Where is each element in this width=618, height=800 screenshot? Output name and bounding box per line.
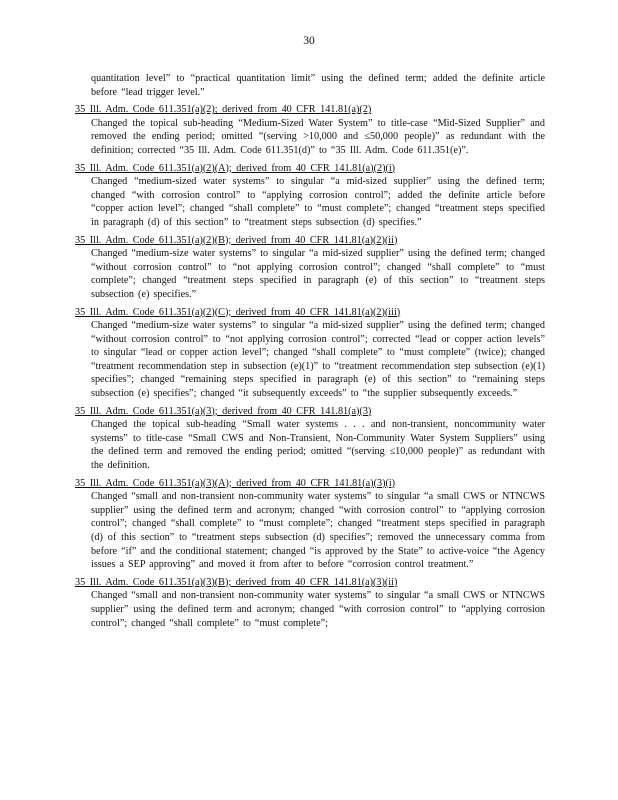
entry-description: Changed “medium-size water systems” to singular “a mid-sized supplier” using the defined term; changed “without corrosion control” to “not applying corrosion control”; corrected “lead or copper action levels” to singular “lead or copper action level”; changed “shall complete” to “must complete” (twice); changed “treatment recommendation step in subsection (e)(1)” to “treatment recommendation step subsection (e)(1) specifies”; changed “remaining steps specified in paragraph (e) of this section” to “remaining steps subsection (e) specifies”; changed “it subsequently exceeds” to “the supplier subsequently exceeds.” [91,320,545,400]
entry [75,477,545,572]
continued-paragraph: quantitation level” to “practical quantitation limit” using the defined term; added the definite article before “lead trigger level.” [91,73,545,98]
entry [75,234,545,302]
entry [75,162,545,230]
entry [75,306,545,401]
entry-citation: 35 Ill. Adm. Code 611.351(a)(2)(B); derived from 40 CFR 141.81(a)(2)(ii) [75,234,398,246]
entry-citation: 35 Ill. Adm. Code 611.351(a)(3)(B); derived from 40 CFR 141.81(a)(3)(ii) [75,576,398,588]
entry-description: Changed “small and non-transient non-community water systems” to singular “a small CWS or NTNCWS supplier” using the defined term and acronym; changed “with corrosion control” to “applying corrosion control”; changed “shall complete” to “must complete”; [91,590,545,629]
entry-citation: 35 Ill. Adm. Code 611.351(a)(2)(A); derived from 40 CFR 141.81(a)(2)(i) [75,162,396,174]
page-number: 30 [303,35,315,47]
entry-description: Changed “small and non-transient non-community water systems” to singular “a small CWS or NTNCWS supplier” using the defined term and acronym; changed “with corrosion control” to “applying corrosion control”; changed “shall complete” to “must complete”; changed “treatment steps specified in paragraph (d) of this section” to “treatment steps subsection (d) specifies”; removed the unnecessary comma from before “if” and the conditional statement; changed “is approved by the State” to active-voice “the Agency issues a SEP approving” and moved it from after to before “corrosion control treatment.” [91,491,545,571]
entry-description: Changed the topical sub-heading “Small water systems . . . and non-transient, noncommunity water systems” to title-case “Small CWS and Non-Transient, Non-Community Water System Suppliers” using the defined term and removed the ending period; omitted “(serving ≤10,000 people)” as redundant with the definition. [91,419,545,472]
entry [75,405,545,473]
entry-description: Changed “medium-sized water systems” to singular “a mid-sized supplier” using the defined term; changed “with corrosion control” to “applying corrosion control”; added the definite article before “copper action level”; changed “shall complete” to “must complete”; changed “treatment steps specified in paragraph (d) of this section” to “treatment steps subsection (d) specifies.” [91,176,545,228]
entry-citation: 35 Ill. Adm. Code 611.351(a)(3); derived from 40 CFR 141.81(a)(3) [75,405,372,417]
entry-description: Changed the topical sub-heading “Medium-Sized Water System” to title-case “Mid-Sized Supplier” and removed the ending period; omitted “(serving >10,000 and ≤50,000 people)” as redundant with the definition; corrected “35 Ill. Adm. Code 611.351(d)” to “35 Ill. Adm. Code 611.351(e)”. [91,117,545,156]
document-body [75,72,545,634]
entry-citation: 35 Ill. Adm. Code 611.351(a)(2); derived from 40 CFR 141.81(a)(2) [75,104,372,116]
entry-citation: 35 Ill. Adm. Code 611.351(a)(3)(A); derived from 40 CFR 141.81(a)(3)(i) [75,477,396,489]
entry-description: Changed “medium-size water systems” to singular “a mid-sized supplier” using the defined term; changed “without corrosion control” to “not applying corrosion control”; changed “shall complete” to “must complete”; changed “treatment steps specified in paragraph (e) of this section” to “treatment steps subsection (e) specifies.” [91,248,545,300]
entry [75,103,545,157]
entry [75,576,545,630]
entry-citation: 35 Ill. Adm. Code 611.351(a)(2)(C); derived from 40 CFR 141.81(a)(2)(iii) [75,306,401,318]
